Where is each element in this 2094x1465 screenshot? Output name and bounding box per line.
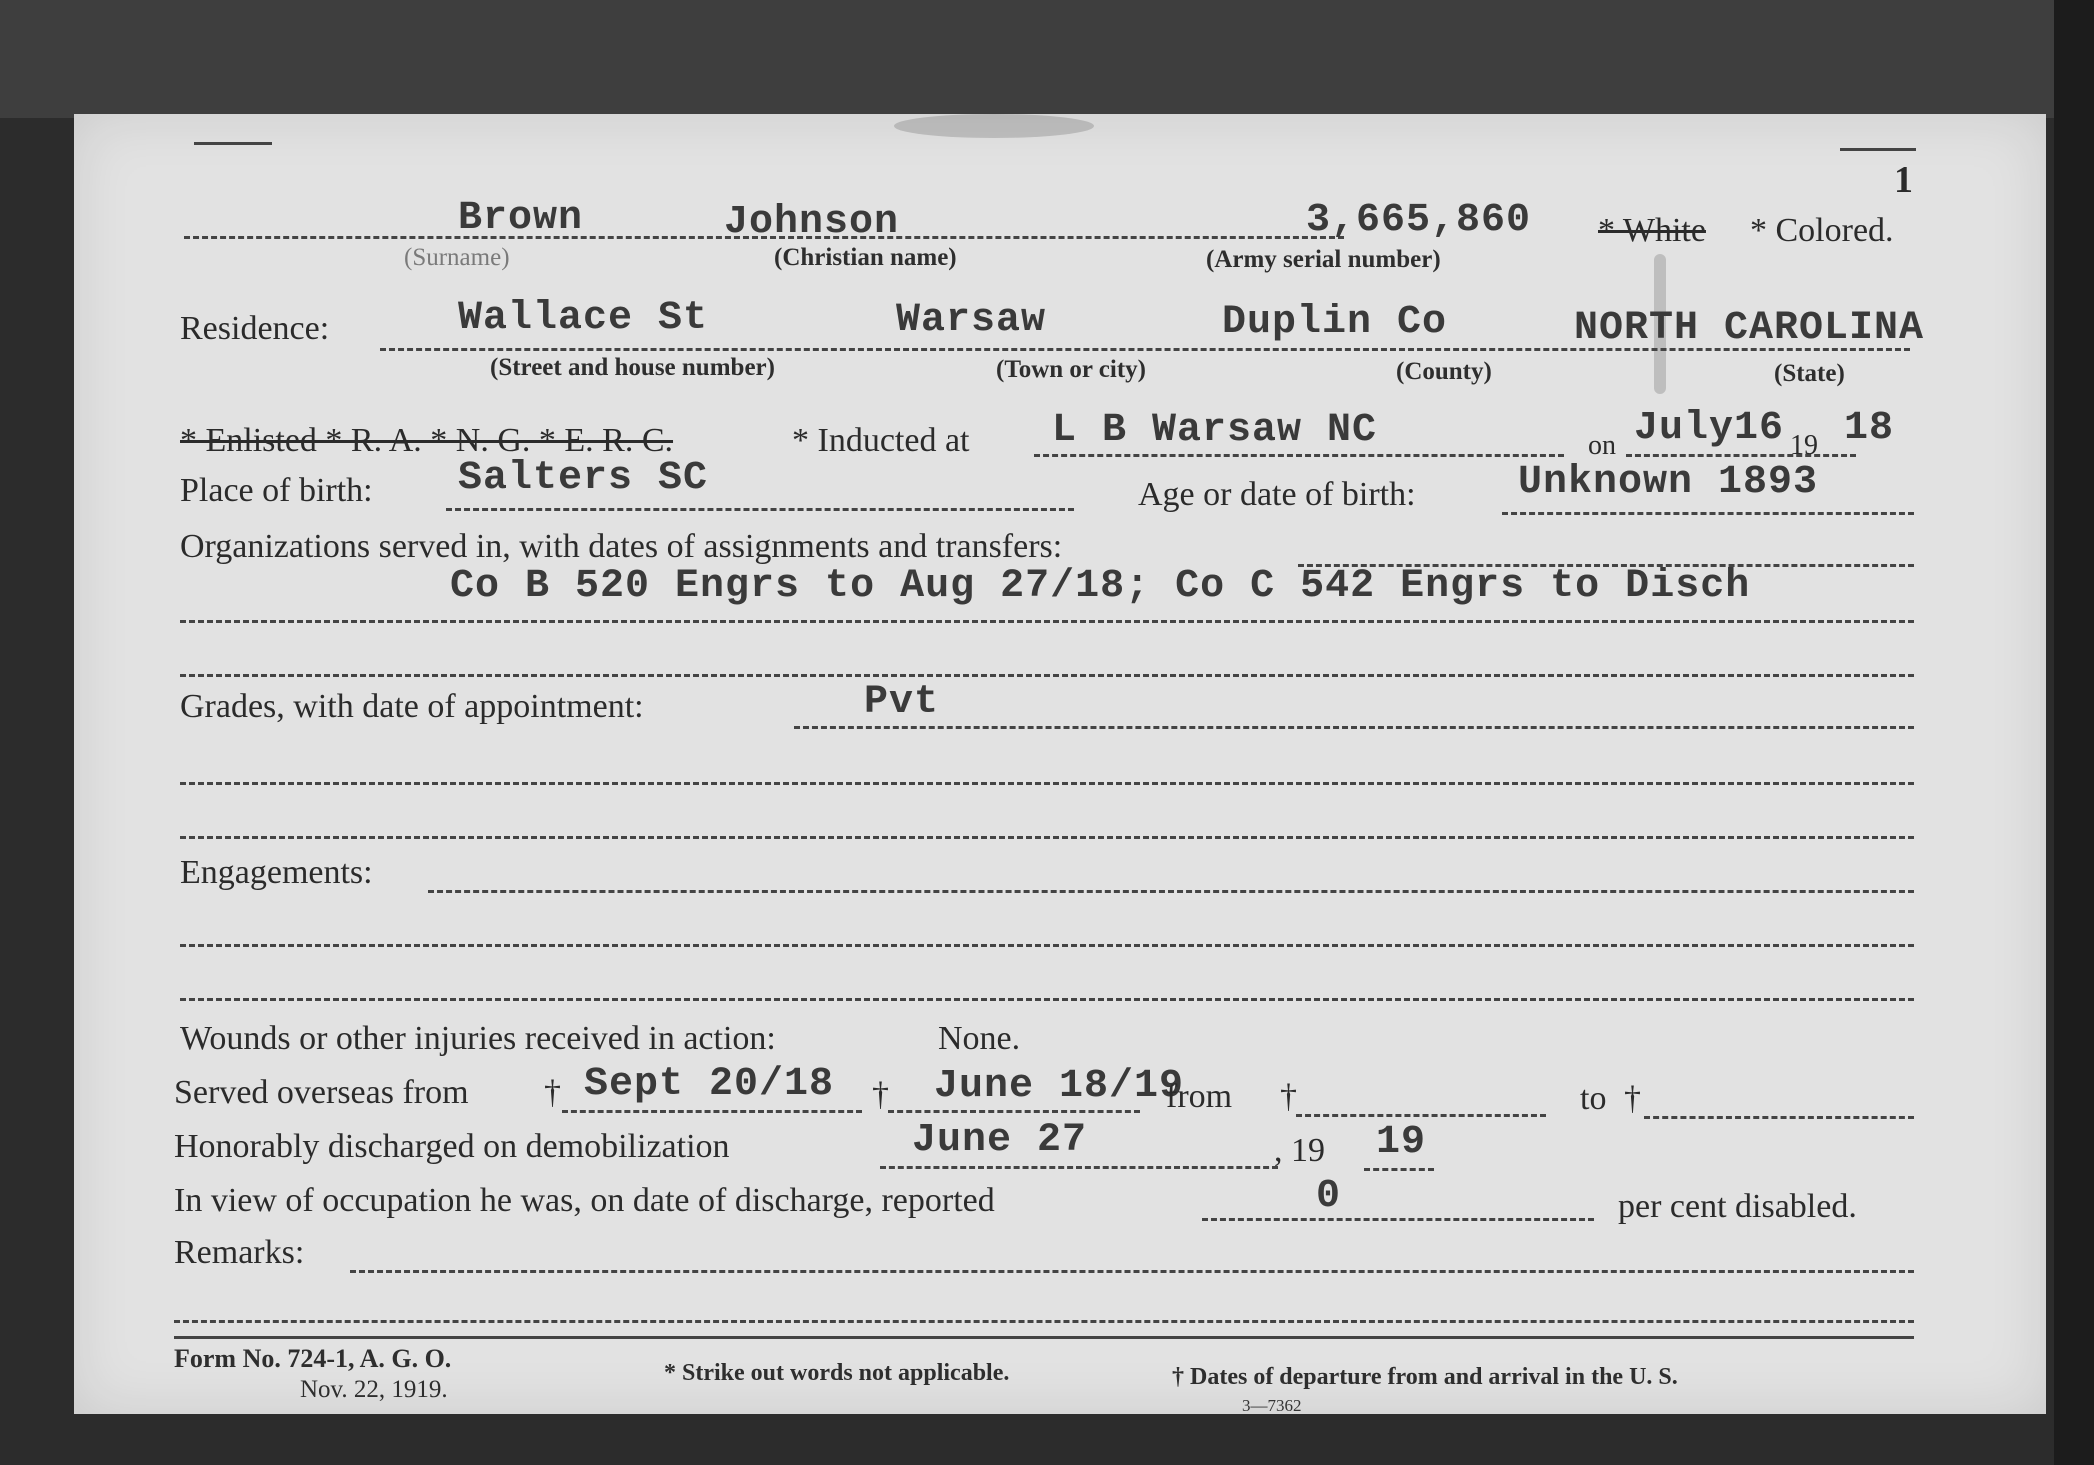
discharge-date-value: June 27 (912, 1118, 1088, 1163)
inducted-date-value: July16 (1634, 406, 1785, 451)
wounds-value: None. (938, 1020, 1021, 1057)
overseas-to-line-2 (1644, 1116, 1914, 1119)
top-left-rule (194, 142, 272, 145)
overseas-label: Served overseas from (174, 1074, 469, 1111)
scan-background-edge (2054, 0, 2094, 1465)
engagements-label: Engagements: (180, 854, 373, 891)
age-label: Age or date of birth: (1138, 476, 1416, 513)
footer-rule (174, 1336, 1914, 1339)
residence-label: Residence: (180, 310, 330, 347)
grades-line-3 (180, 836, 1914, 839)
on-label: on (1588, 430, 1616, 461)
overseas-from-line (562, 1110, 862, 1113)
disability-suffix: per cent disabled. (1618, 1188, 1857, 1225)
county-caption: (County) (1396, 358, 1492, 385)
organizations-line-2 (180, 620, 1914, 623)
grades-value: Pvt (864, 680, 940, 725)
inducted-date-line (1626, 454, 1856, 457)
remarks-label: Remarks: (174, 1234, 305, 1271)
discharge-year-line (1364, 1168, 1434, 1171)
race-colored-label: * Colored. (1750, 212, 1894, 249)
engagements-line-1 (428, 890, 1914, 893)
overseas-to-value: June 18/19 (934, 1064, 1185, 1109)
state-caption: (State) (1774, 360, 1845, 387)
street-caption: (Street and house number) (490, 354, 775, 381)
overseas-to-line (888, 1110, 1140, 1113)
place-of-birth-label: Place of birth: (180, 472, 373, 509)
strike-out-note: * Strike out words not applicable. (664, 1360, 1010, 1386)
grades-line-1 (794, 726, 1914, 729)
overseas-dagger-2: † (872, 1076, 889, 1113)
disability-value: 0 (1316, 1174, 1342, 1219)
dates-note: † Dates of departure from and arrival in the U. S. (1172, 1364, 1678, 1390)
discharge-label: Honorably discharged on demobilization (174, 1128, 730, 1165)
service-record-card (74, 114, 2046, 1414)
residence-county-value: Duplin Co (1222, 300, 1448, 345)
print-code: 3—7362 (1242, 1396, 1302, 1415)
disability-label: In view of occupation he was, on date of discharge, reported (174, 1182, 995, 1219)
overseas-from-line-2 (1296, 1114, 1546, 1117)
enlisted-options-label: * Enlisted * R. A. * N. G. * E. R. C. (180, 422, 674, 459)
form-date: Nov. 22, 1919. (300, 1376, 448, 1403)
organizations-value: Co B 520 Engrs to Aug 27/18; Co C 542 Engrs to Disch (450, 564, 1751, 609)
engagements-line-3 (180, 998, 1914, 1001)
organizations-label: Organizations served in, with dates of assignments and transfers: (180, 528, 1063, 565)
age-value: Unknown 1893 (1518, 460, 1819, 505)
inducted-year-value: 18 (1844, 406, 1895, 451)
residence-street-value: Wallace St (458, 296, 709, 341)
residence-town-value: Warsaw (896, 298, 1047, 343)
christian-name-caption: (Christian name) (774, 244, 957, 271)
inducted-at-value: L B Warsaw NC (1052, 408, 1378, 453)
engagements-line-2 (180, 944, 1914, 947)
scan-background-top (0, 0, 2094, 118)
discharge-year-value: 19 (1376, 1120, 1427, 1165)
age-line (1502, 512, 1914, 515)
race-white-label: * White (1598, 212, 1706, 249)
christian-name-value: Johnson (724, 200, 900, 245)
town-caption: (Town or city) (996, 356, 1146, 383)
surname-caption: (Surname) (404, 244, 510, 271)
serial-number-value: 3,665,860 (1306, 198, 1532, 243)
overseas-from-label-2: from (1166, 1078, 1233, 1115)
card-number: 1 (1894, 159, 1913, 201)
serial-number-caption: (Army serial number) (1206, 246, 1441, 273)
inducted-at-label: * Inducted at (792, 422, 970, 459)
overseas-from-value: Sept 20/18 (584, 1062, 835, 1107)
inducted-at-line (1034, 454, 1564, 457)
wounds-label: Wounds or other injuries received in action: (180, 1020, 776, 1057)
overseas-to-label-2: to (1580, 1080, 1607, 1117)
discharge-year-prefix: , 19 (1274, 1132, 1325, 1169)
organizations-line-3 (180, 674, 1914, 677)
place-of-birth-line (446, 508, 1074, 511)
discharge-date-line (880, 1166, 1278, 1169)
surname-value: Brown (458, 196, 584, 241)
residence-state-value: NORTH CAROLINA (1574, 306, 1925, 351)
grades-line-2 (180, 782, 1914, 785)
disability-line (1202, 1218, 1594, 1221)
overseas-dagger-1: † (544, 1074, 561, 1111)
grades-label: Grades, with date of appointment: (180, 688, 644, 725)
ink-smudge (894, 114, 1094, 138)
overseas-dagger-3: † (1280, 1078, 1297, 1115)
inducted-year-prefix: 19 (1790, 430, 1818, 461)
overseas-dagger-4: † (1624, 1080, 1641, 1117)
top-right-rule (1840, 148, 1916, 151)
remarks-line-2 (174, 1320, 1914, 1323)
form-number: Form No. 724-1, A. G. O. (174, 1344, 452, 1373)
remarks-line-1 (350, 1270, 1914, 1273)
place-of-birth-value: Salters SC (458, 456, 709, 501)
